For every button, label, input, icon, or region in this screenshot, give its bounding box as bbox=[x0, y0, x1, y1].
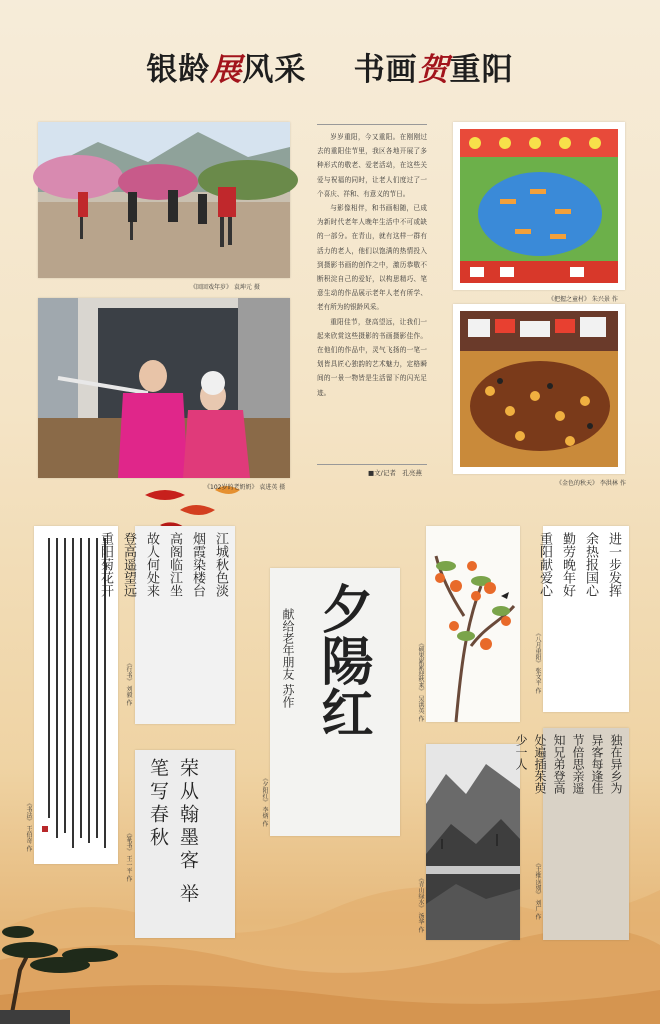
article-top-rule bbox=[317, 124, 427, 125]
painting-village bbox=[453, 122, 625, 290]
calligraphy-xiyanghong-small: 献给老年朋友 苏作 bbox=[281, 608, 295, 708]
calligraphy-line: 重阳献爱心 bbox=[537, 532, 552, 597]
calligraphy-line: 故人何处来 bbox=[144, 532, 159, 597]
photo-dancing-caption: 《回回戏年岁》 袁坤元 摄 bbox=[190, 284, 260, 291]
calligraphy-line: 江城秋色淡 bbox=[213, 532, 228, 597]
page-title: 银龄展风采 书画贺重阳 bbox=[146, 52, 514, 88]
photo-grandma-caption: 《102岁的老奶奶》 袁进英 摄 bbox=[204, 484, 286, 491]
calligraphy-line: 勤劳晚年好 bbox=[560, 532, 575, 597]
calligraphy-running-caption: 《八月重阳》 张文平 作 bbox=[534, 630, 541, 694]
calligraphy-line: 烟霞染楼台 bbox=[190, 532, 205, 597]
article-paragraph: 与影像相伴，和书画相随，已成为新时代老年人晚年生活中不可或缺的一部分。在青山，就有这样一群有活力的老人，他们以饱满的热情投入到摄影书画的创作之中，激历恭敬不断积淀自己的爱好，以构思精巧、笔意生动的作品展示老年人老有所学、老有所为的银龄风采。 bbox=[317, 204, 427, 312]
calligraphy-line: 节倍思亲遥 bbox=[571, 734, 585, 794]
article-body bbox=[317, 130, 427, 470]
calligraphy-seal bbox=[135, 750, 235, 938]
calligraphy-line: 余热报国心 bbox=[583, 532, 598, 597]
painting-autumn-caption: 《金色的秋天》 李洪林 作 bbox=[556, 480, 626, 487]
calligraphy-line: 进一步发挥 bbox=[606, 532, 621, 597]
calligraphy-xiyanghong-caption: 《夕阳红》 李炳 作 bbox=[261, 775, 268, 827]
painting-persimmon-caption: 《硕果累累迎秋来》 吴洪英 作 bbox=[417, 640, 424, 722]
calligraphy-seal-caption: 《篆书》 王一平 作 bbox=[125, 830, 132, 882]
calligraphy-xiyanghong bbox=[270, 568, 400, 836]
calligraphy-small-script-caption: 《书法》 王伯奇 作 bbox=[25, 800, 32, 852]
calligraphy-line: 异客每逢佳 bbox=[590, 734, 604, 794]
painting-village-caption: 《把握之童村》 朱兴景 作 bbox=[548, 296, 618, 303]
painting-persimmon bbox=[426, 526, 520, 722]
article-paragraph: 岁岁重阳，今又重阳。在刚刚过去的重阳佳节里，我区各地开展了多种形式的敬老、爱老活动，在这些关爱与祝福的同时，让老人们度过了一个喜庆、祥和、有意义的节日。 bbox=[317, 133, 427, 198]
calligraphy-line: 独在异乡为 bbox=[609, 734, 623, 794]
calligraphy-line: 重阳菊花开 bbox=[98, 532, 113, 597]
painting-landscape bbox=[426, 744, 520, 940]
calligraphy-cursive-caption: 《王维·送别》 刘广 作 bbox=[534, 860, 541, 920]
photo-dancing bbox=[38, 122, 290, 278]
article-byline: ■文/记者 孔亮燕 bbox=[368, 469, 422, 477]
painting-landscape-caption: 《青山绿水》 汤华 作 bbox=[417, 875, 424, 933]
painting-autumn bbox=[453, 304, 625, 474]
photo-grandma bbox=[38, 298, 290, 478]
calligraphy-xiyanghong-big: 夕陽红 bbox=[312, 582, 373, 738]
calligraphy-line: 登高遥望远 bbox=[121, 532, 136, 597]
article-paragraph: 重阳佳节，登高望远，让我们一起来欣赏这些摄影的书画摄影佳作。在他们的作品中，灵气飞扬的一笔一划皆具匠心独韵的艺术魅力，定格瞬间的一景一物皆是生活留下的闪光足迹。 bbox=[317, 317, 427, 397]
calligraphy-line: 少一人 bbox=[514, 734, 528, 770]
calligraphy-line: 处遍插茱萸 bbox=[533, 734, 547, 794]
calligraphy-poem-caption: 《行书》 刘毅 作 bbox=[125, 660, 132, 706]
calligraphy-line: 知兄弟登高 bbox=[552, 734, 566, 794]
article-bottom-rule bbox=[317, 464, 427, 465]
calligraphy-line: 高阁临江坐 bbox=[167, 532, 182, 597]
pine-tree-icon bbox=[0, 910, 130, 1024]
calligraphy-seal-text: 荣从翰墨客 举笔写春秋 bbox=[147, 758, 199, 907]
